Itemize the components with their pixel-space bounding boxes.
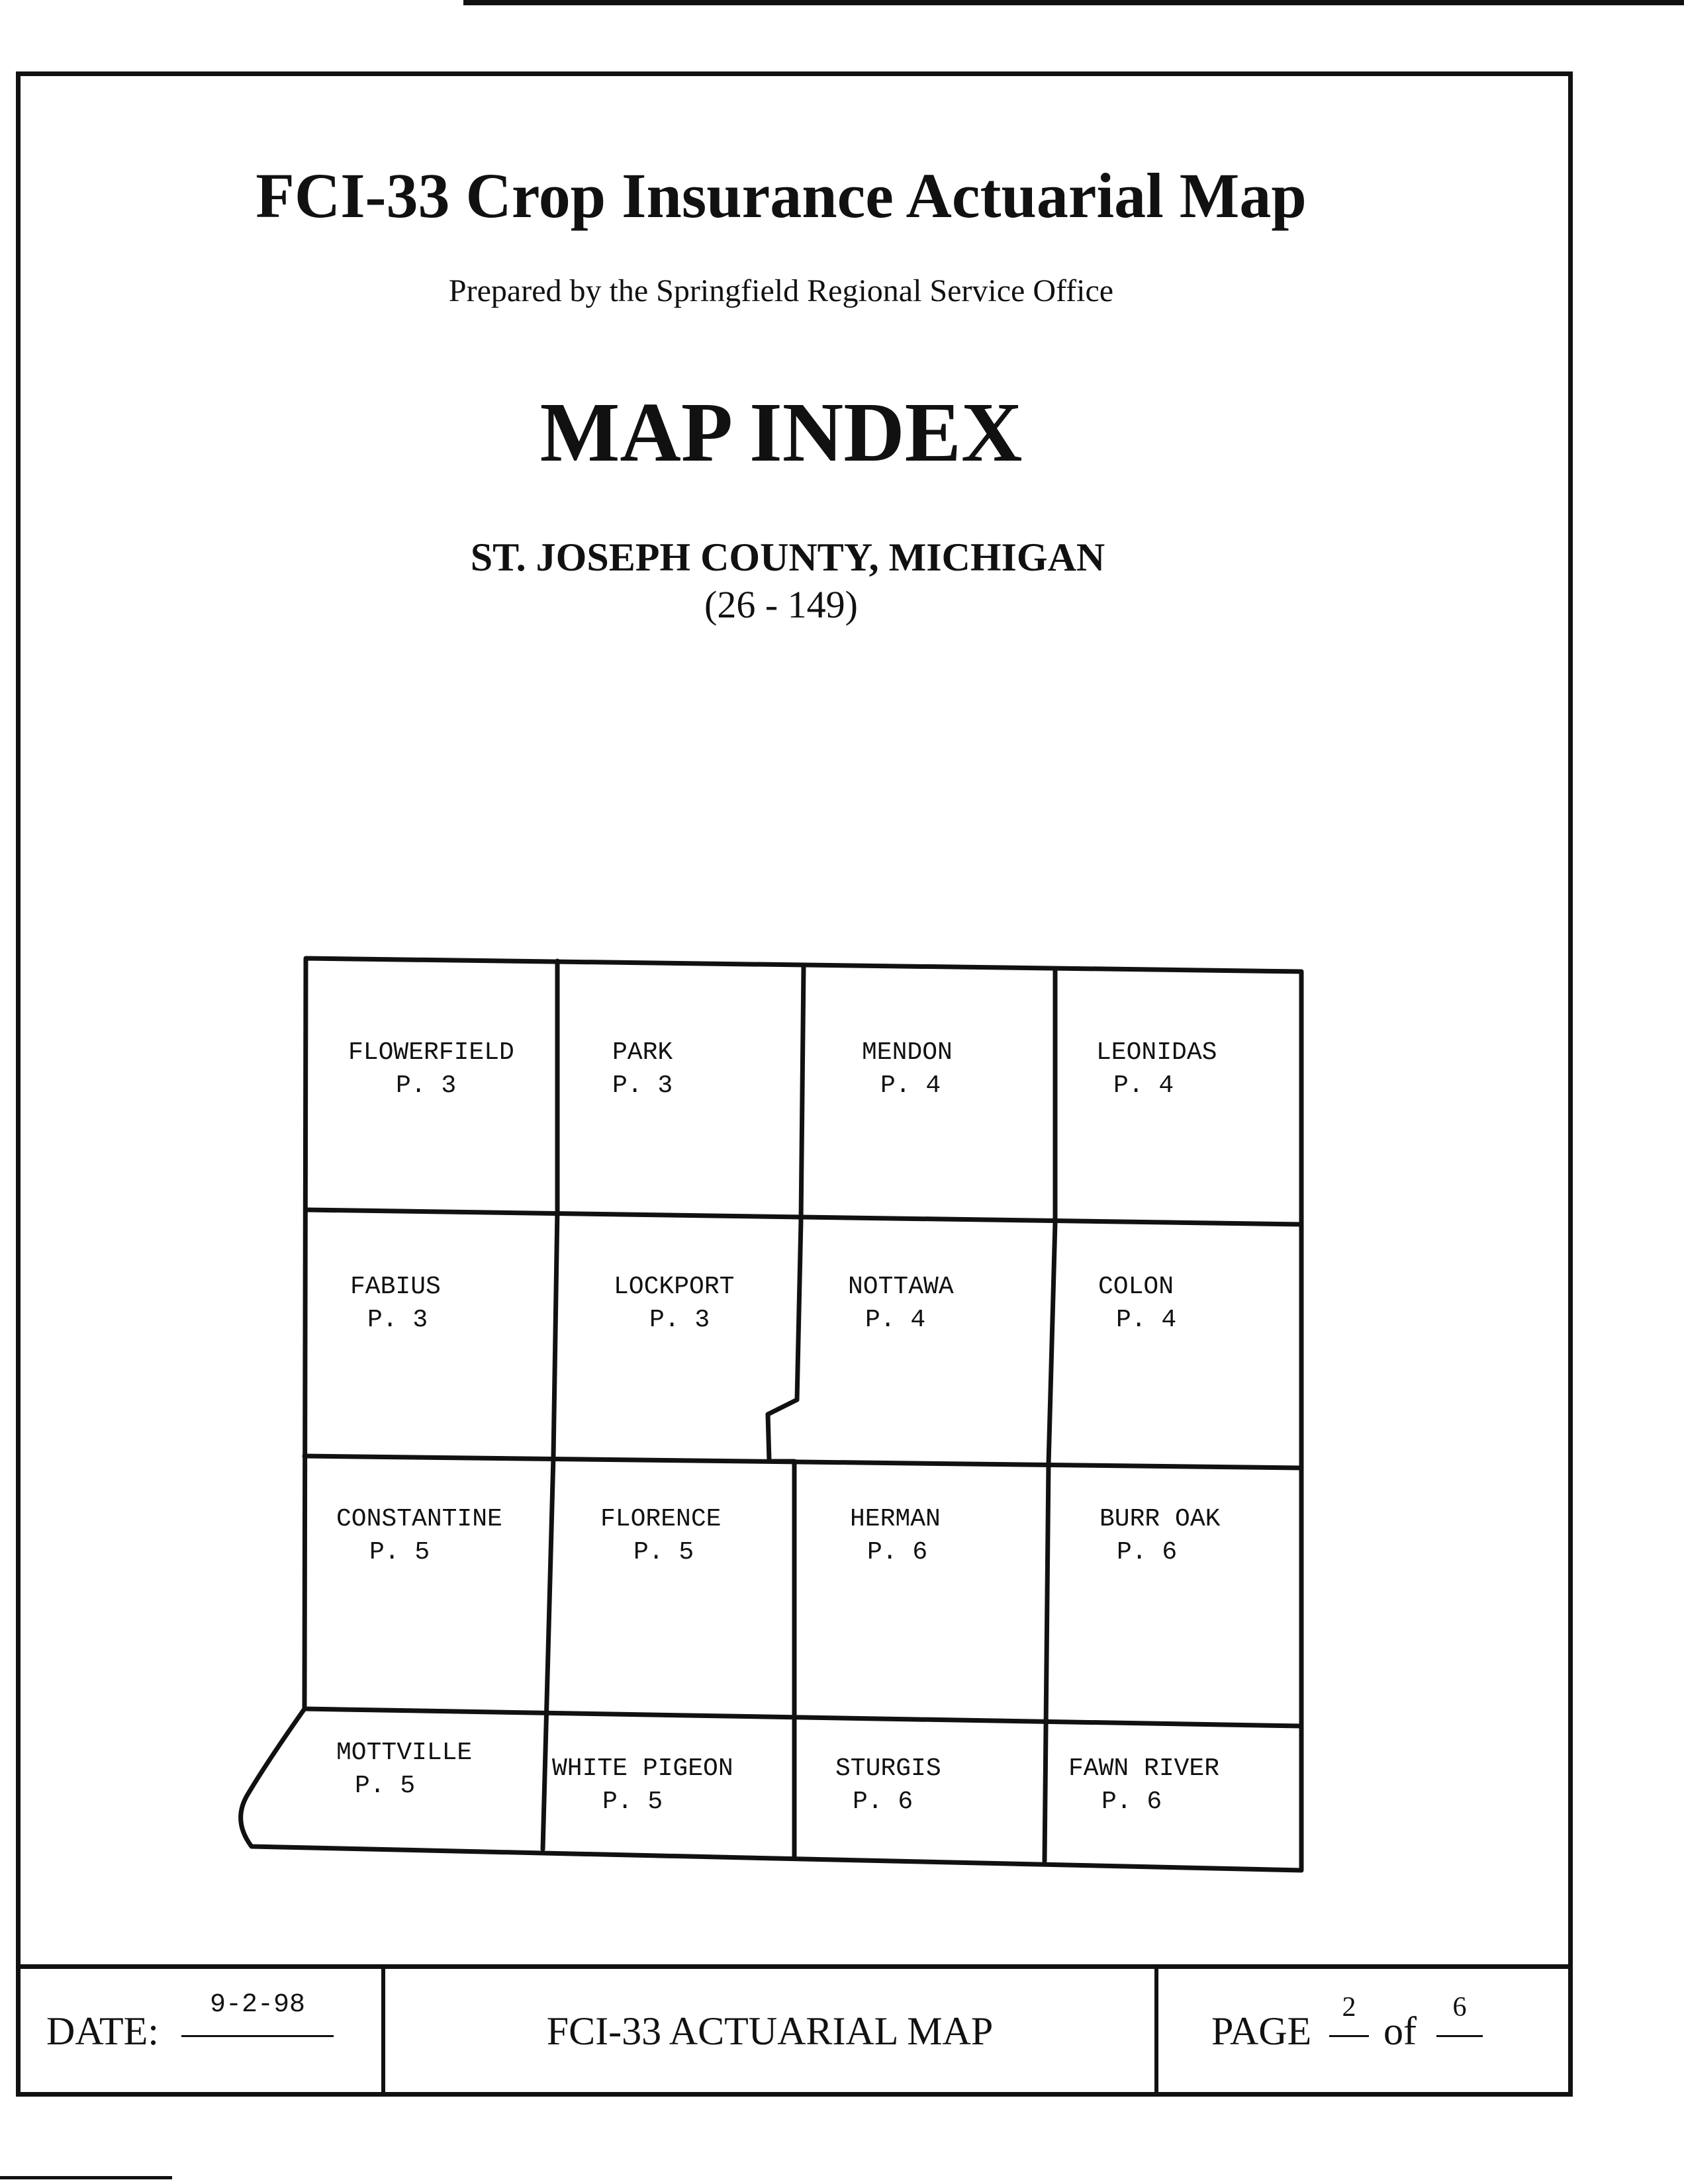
township-fabius[interactable] bbox=[350, 1271, 441, 1337]
township-page: P. 6 bbox=[1101, 1788, 1162, 1816]
township-leonidas[interactable] bbox=[1096, 1036, 1217, 1103]
township-name: FLORENCE bbox=[600, 1505, 722, 1533]
prepared-by-line: Prepared by the Springfield Regional Service Office bbox=[448, 273, 1114, 308]
township-park[interactable] bbox=[612, 1036, 673, 1103]
township-page: P. 4 bbox=[1116, 1306, 1177, 1334]
township-page: P. 6 bbox=[853, 1788, 913, 1816]
footer-title: FCI-33 ACTUARIAL MAP bbox=[546, 2009, 994, 2053]
page-number-underline bbox=[1329, 2035, 1369, 2037]
date-label: DATE: bbox=[46, 2009, 159, 2053]
township-page: P. 4 bbox=[865, 1306, 926, 1334]
township-page: P. 3 bbox=[612, 1071, 673, 1100]
township-name: FABIUS bbox=[350, 1273, 441, 1301]
township-page: P. 6 bbox=[1117, 1538, 1178, 1567]
township-name: HERMAN bbox=[850, 1505, 941, 1533]
township-name: BURR OAK bbox=[1099, 1505, 1221, 1533]
page-label: PAGE bbox=[1211, 2009, 1312, 2053]
township-fawn-river[interactable] bbox=[1068, 1752, 1219, 1819]
township-page: P. 5 bbox=[602, 1788, 663, 1816]
township-name: FAWN RIVER bbox=[1068, 1754, 1220, 1783]
township-name: COLON bbox=[1098, 1273, 1174, 1301]
township-mendon[interactable] bbox=[862, 1036, 953, 1103]
map-column-line-3 bbox=[1045, 969, 1055, 1861]
footer-divider bbox=[1154, 1969, 1158, 2097]
township-page: P. 3 bbox=[396, 1071, 457, 1100]
township-name: MENDON bbox=[862, 1038, 953, 1067]
township-page: P. 5 bbox=[369, 1538, 430, 1567]
township-florence[interactable] bbox=[600, 1503, 721, 1569]
map-row-line-1 bbox=[306, 1210, 1301, 1224]
map-column-line-2 bbox=[768, 966, 804, 1857]
township-herman[interactable] bbox=[850, 1503, 941, 1569]
township-name: PARK bbox=[612, 1038, 673, 1067]
township-page: P. 5 bbox=[633, 1538, 694, 1567]
map-column-line-1 bbox=[543, 961, 557, 1849]
township-colon[interactable] bbox=[1098, 1271, 1176, 1337]
township-name: STURGIS bbox=[835, 1754, 941, 1783]
county-code: (26 - 149) bbox=[704, 583, 858, 626]
township-name: CONSTANTINE bbox=[336, 1505, 502, 1533]
date-underline bbox=[181, 2035, 334, 2037]
township-sturgis[interactable] bbox=[835, 1752, 941, 1819]
of-label: of bbox=[1383, 2009, 1417, 2053]
township-nottawa[interactable] bbox=[848, 1271, 954, 1337]
township-constantine[interactable] bbox=[336, 1503, 502, 1569]
map-row-line-2 bbox=[304, 1456, 1301, 1468]
township-page: P. 6 bbox=[867, 1538, 928, 1567]
page-number: 2 bbox=[1342, 1992, 1356, 2023]
township-page: P. 4 bbox=[880, 1071, 941, 1100]
page-total-underline bbox=[1436, 2035, 1483, 2037]
map-row-line-3 bbox=[304, 1709, 1301, 1726]
county-name: ST. JOSEPH COUNTY, MICHIGAN bbox=[470, 535, 1105, 579]
township-mottville[interactable] bbox=[336, 1737, 472, 1803]
township-page: P. 4 bbox=[1113, 1071, 1174, 1100]
township-page: P. 3 bbox=[367, 1306, 428, 1334]
township-name: NOTTAWA bbox=[848, 1273, 954, 1301]
township-page: P. 3 bbox=[649, 1306, 710, 1334]
township-name: FLOWERFIELD bbox=[348, 1038, 514, 1067]
township-name: MOTTVILLE bbox=[336, 1739, 473, 1767]
footer-bar bbox=[16, 1964, 1573, 2097]
date-value: 9-2-98 bbox=[209, 1990, 306, 2020]
township-burr-oak[interactable] bbox=[1099, 1503, 1220, 1569]
township-lockport[interactable] bbox=[614, 1271, 734, 1337]
township-page: P. 5 bbox=[355, 1772, 416, 1800]
page-total: 6 bbox=[1452, 1992, 1467, 2023]
page-title: FCI-33 Crop Insurance Actuarial Map bbox=[256, 160, 1307, 231]
township-name: WHITE PIGEON bbox=[552, 1754, 733, 1783]
township-name: LOCKPORT bbox=[614, 1273, 735, 1301]
map-index-heading: MAP INDEX bbox=[539, 385, 1023, 479]
township-white-pigeon[interactable] bbox=[552, 1752, 733, 1819]
township-flowerfield[interactable] bbox=[348, 1036, 514, 1103]
township-name: LEONIDAS bbox=[1096, 1038, 1217, 1067]
